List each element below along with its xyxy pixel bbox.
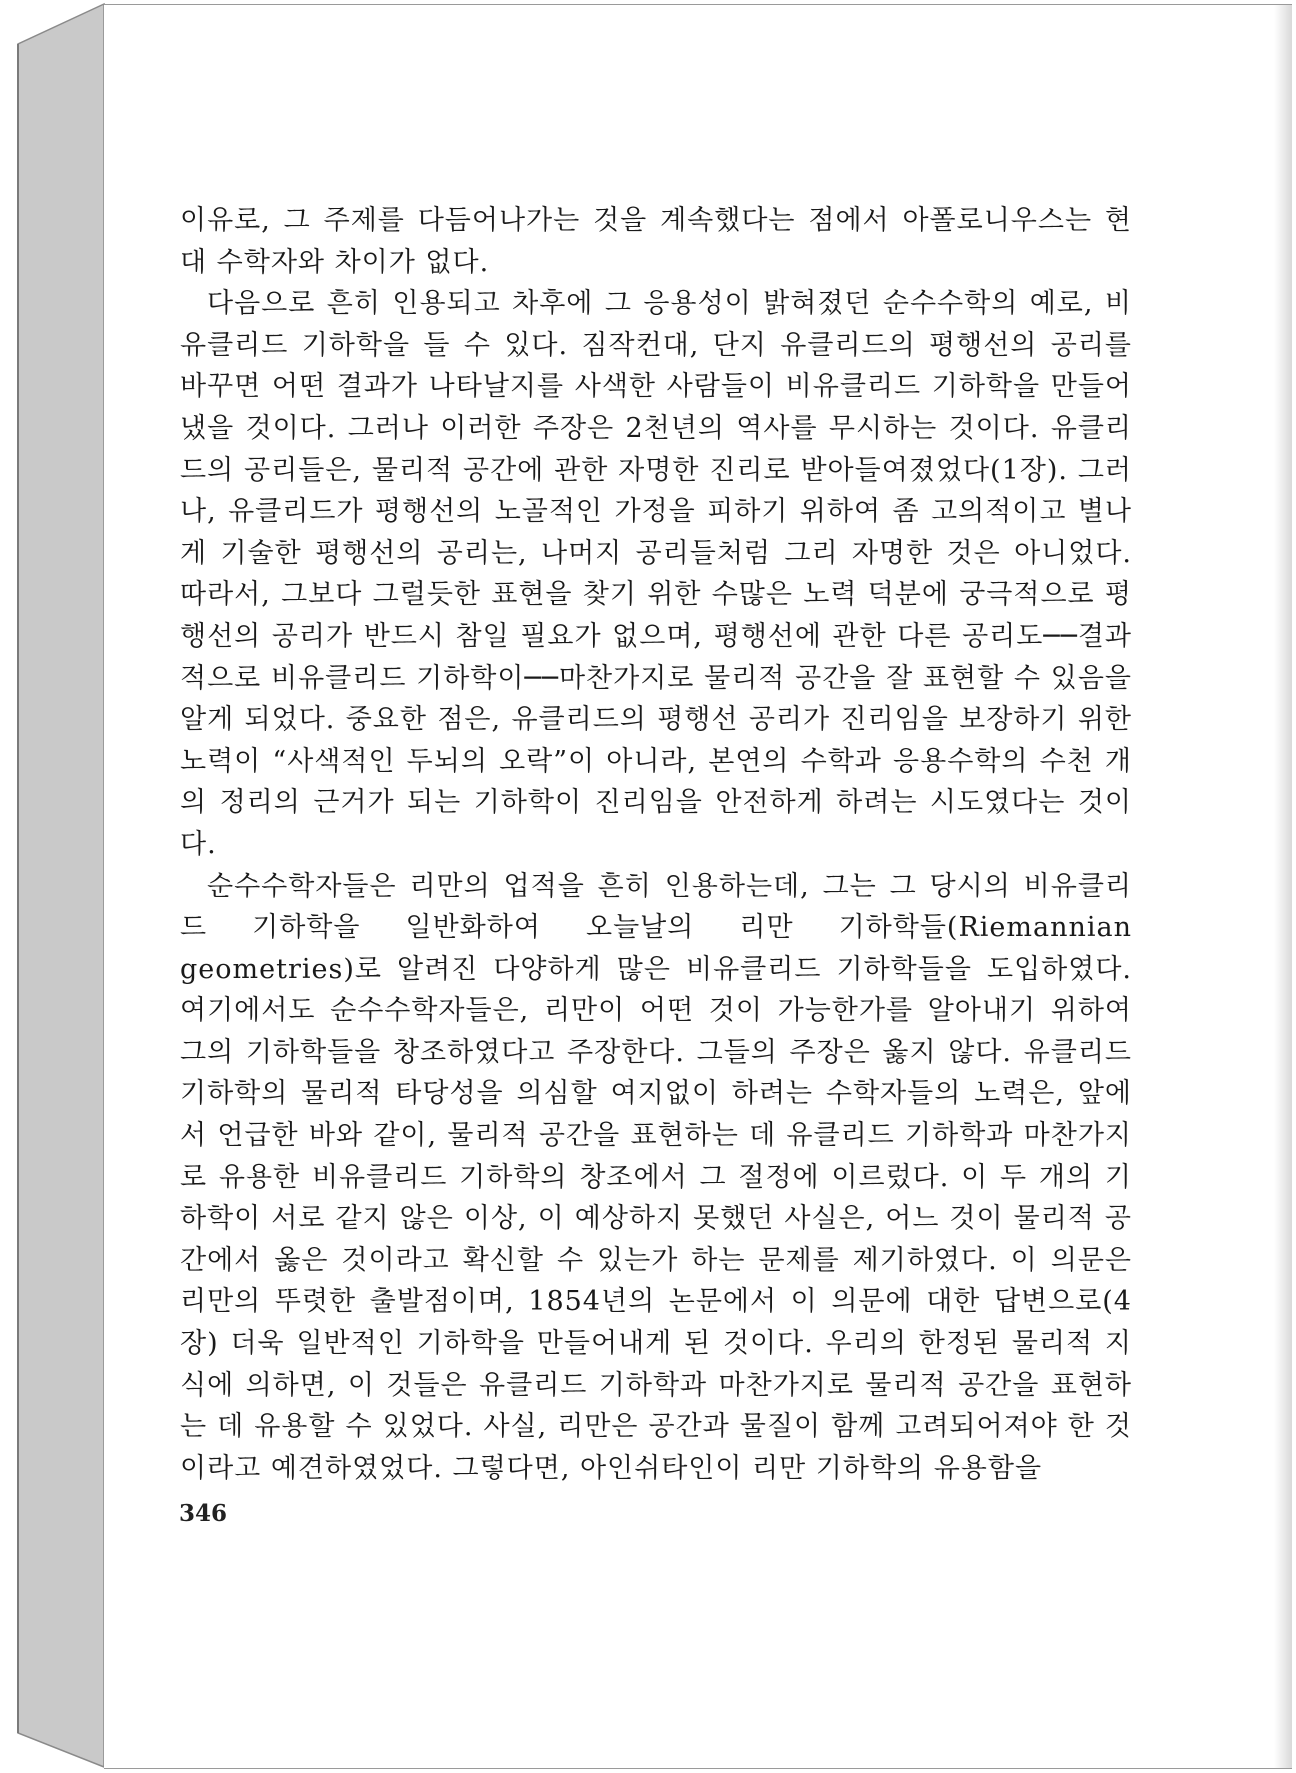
paragraph-1: 이유로, 그 주제를 다듬어나가는 것을 계속했다는 점에서 아폴로니우스는 현대 수학자와 차이가 없다. <box>180 205 1132 278</box>
page-number: 346 <box>179 1500 228 1527</box>
book-spine-side <box>0 0 110 1773</box>
paragraph-3: 순수수학자들은 리만의 업적을 흔히 인용하는데, 그는 그 당시의 비유클리드 기하학을 일반화하여 오늘날의 리만 기하학들(Riemannian geometries)로 알려진 다양하게 많은 비유클리드 기하학들을 도입하였다. 여기에서도 순수수학자들은, 리만이 어떤 것이 가능한가를 알아내기 위하여 그의 기하학들을 창조하였다고 주장한다. 그들의 주장은 옳지 않다. 유클리드 기하학의 물리적 타당성을 의심할 여지없이 하려는 수학자들의 노력은, 앞에서 언급한 바와 같이, 물리적 공간을 표현하는 데 유클리드 기하학과 마찬가지로 유용한 비유클리드 기하학의 창조에서 그 절정에 이르렀다. 이 두 개의 기하학이 서로 같지 않은 이상, 이 예상하지 못했던 사실은, 어느 것이 물리적 공간에서 옳은 것이라고 확신할 수 있는가 하는 문제를 제기하였다. 이 의문은 리만의 뚜렷한 출발점이며, 1854년의 논문에서 이 의문에 대한 답변으로(4장) 더욱 일반적인 기하학을 만들어내게 된 것이다. 우리의 한정된 물리적 지식에 의하면, 이 것들은 유클리드 기하학과 마찬가지로 물리적 공간을 표현하는 데 유용할 수 있었다. 사실, 리만은 공간과 물질이 함께 고려되어져야 한 것이라고 예견하였었다. 그렇다면, 아인쉬타인이 리만 기하학의 유용함을 <box>180 870 1132 1484</box>
page-edge-shadow <box>1274 5 1292 1768</box>
page-body-text <box>180 200 1132 1489</box>
paragraph-2: 다음으로 흔히 인용되고 차후에 그 응용성이 밝혀졌던 순수수학의 예로, 비유클리드 기하학을 들 수 있다. 짐작컨대, 단지 유클리드의 평행선의 공리를 바꾸면 어떤 결과가 나타날지를 사색한 사람들이 비유클리드 기하학을 만들어냈을 것이다. 그러나 이러한 주장은 2천년의 역사를 무시하는 것이다. 유클리드의 공리들은, 물리적 공간에 관한 자명한 진리로 받아들여졌었다(1장). 그러나, 유클리드가 평행선의 노골적인 가정을 피하기 위하여 좀 고의적이고 별나게 기술한 평행선의 공리는, 나머지 공리들처럼 그리 자명한 것은 아니었다. 따라서, 그보다 그럴듯한 표현을 찾기 위한 수많은 노력 덕분에 궁극적으로 평행선의 공리가 반드시 참일 필요가 없으며, 평행선에 관한 다른 공리도──결과적으로 비유클리드 기하학이──마찬가지로 물리적 공간을 잘 표현할 수 있음을 알게 되었다. 중요한 점은, 유클리드의 평행선 공리가 진리임을 보장하기 위한 노력이 “사색적인 두뇌의 오락”이 아니라, 본연의 수학과 응용수학의 수천 개의 정리의 근거가 되는 기하학이 진리임을 안전하게 하려는 시도였다는 것이다. <box>180 288 1132 860</box>
